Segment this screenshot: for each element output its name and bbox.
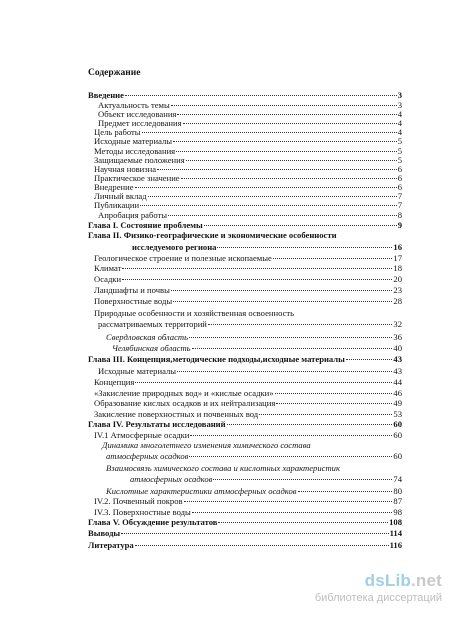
toc-entry <box>94 398 402 408</box>
toc-entry-page: 53 <box>393 409 402 419</box>
dot-leader <box>135 545 389 546</box>
dot-leader <box>125 95 397 96</box>
toc-entry-page: 60 <box>393 419 402 429</box>
dot-leader <box>204 225 397 226</box>
toc-entry-label: Климат <box>94 263 122 273</box>
toc-entry-page: 60 <box>393 430 402 440</box>
toc-entry-label: Ландшафты и почвы <box>94 285 170 295</box>
toc-entry-page: 74 <box>393 474 402 484</box>
toc-entry <box>94 430 402 440</box>
toc-entry-label: атмосферных осадков <box>106 451 189 461</box>
toc-entry-page: 4 <box>397 109 402 119</box>
toc-entry-page: 3 <box>397 100 402 110</box>
toc-entry-label: Челябинская область <box>112 343 191 353</box>
dot-leader <box>177 114 396 115</box>
toc-entry <box>94 308 402 318</box>
toc-entry-label: исследуемого региона <box>132 242 217 252</box>
toc-entry-label: Геологическое строение и полезные ископаемые <box>94 253 272 263</box>
watermark-subtitle: библиотека диссертаций <box>314 592 442 604</box>
toc-entry-label: Свердловская область <box>106 332 189 342</box>
toc-entry-page: 114 <box>389 528 402 538</box>
toc-entry-page: 7 <box>397 191 402 201</box>
toc-entry-page: 16 <box>393 242 402 252</box>
dot-leader <box>298 491 393 492</box>
dot-leader <box>122 279 392 280</box>
toc-entry <box>94 409 402 419</box>
dot-leader <box>173 301 392 302</box>
toc-entry-label: Глава IV. Результаты исследований <box>88 419 226 429</box>
dot-leader <box>213 479 392 480</box>
toc-entry <box>94 388 402 398</box>
toc-entry-label: Природные особенности и хозяйственная освоенность <box>94 308 295 318</box>
toc-entry-page: 108 <box>389 517 402 527</box>
toc-entry-label: Исходные материалы <box>94 136 173 146</box>
toc-entry <box>88 540 402 550</box>
toc-entry <box>94 496 402 506</box>
toc-entry-label: Исходные материалы <box>98 366 177 376</box>
dot-leader <box>121 533 388 534</box>
toc-entry-label: Глава V. Обсуждение результатов <box>88 517 218 527</box>
toc-entry-page: 40 <box>393 343 402 353</box>
dot-leader <box>189 337 392 338</box>
toc-entry-label: атмосферных осадков <box>130 474 213 484</box>
toc-entry <box>94 377 402 387</box>
toc-entry-page: 23 <box>393 285 402 295</box>
dot-leader <box>189 456 392 457</box>
toc-entry-page: 98 <box>393 507 402 517</box>
toc-entry <box>88 419 402 429</box>
dot-leader <box>181 178 397 179</box>
dot-leader <box>259 414 392 415</box>
toc-entry <box>88 220 402 230</box>
toc-entry-label: Поверхностные воды <box>94 296 173 306</box>
toc-entry <box>88 230 402 240</box>
toc-entry-page: 116 <box>389 540 402 550</box>
toc-entry <box>106 332 402 342</box>
toc-entry <box>94 136 402 146</box>
toc-entry-label: Апробация работы <box>98 210 168 220</box>
toc-entry-label: Закисление поверхностных и почвенных вод <box>94 409 259 419</box>
toc-entry-label: IV.2. Почвенный покров <box>94 496 183 506</box>
toc-entry <box>132 242 402 252</box>
toc-entry <box>106 463 402 473</box>
toc-entry <box>94 296 402 306</box>
toc-entry <box>94 263 402 273</box>
toc-entry-label: Предмет исследования <box>98 118 182 128</box>
toc-entry <box>98 210 402 220</box>
watermark <box>292 571 442 611</box>
dot-leader <box>122 268 392 269</box>
toc-entry-page: 18 <box>393 263 402 273</box>
toc-entry-label: «Закисление природных вод» и «кислые осадки» <box>94 388 274 398</box>
toc-entry-label: Глава II. Физико-географические и экономические особенности <box>88 230 337 240</box>
toc-entry-page: 32 <box>393 319 402 329</box>
toc-entry-page: 5 <box>397 155 402 165</box>
dot-leader <box>218 522 388 523</box>
toc-entry-label: Публикации <box>94 200 140 210</box>
dot-leader <box>168 215 397 216</box>
toc-entry-label: Взаимосвязь химического состава и кислотных характеристик <box>106 463 340 473</box>
dot-leader <box>186 160 397 161</box>
dot-leader <box>275 393 393 394</box>
toc-entry <box>88 528 402 538</box>
toc-entry <box>106 451 402 461</box>
toc-entry-label: Внедрение <box>94 182 134 192</box>
toc-entry-page: 28 <box>393 296 402 306</box>
toc-entry-page: 6 <box>397 182 402 192</box>
toc-entry-label: Актуальность темы <box>98 100 170 110</box>
dot-leader <box>171 105 397 106</box>
toc-entry <box>94 200 402 210</box>
toc-entry-label: Образование кислых осадков и их нейтрализация <box>94 398 276 408</box>
toc-entry-page: 43 <box>393 354 402 364</box>
toc-entry-page: 4 <box>397 118 402 128</box>
toc-entry <box>94 285 402 295</box>
toc-entry-label: Концепция <box>94 377 135 387</box>
dot-leader <box>135 187 397 188</box>
toc-entry-label: Введение <box>88 90 124 100</box>
toc-entry-label: Глава III. Концепция,методические подходы,исходные материалы <box>88 354 345 364</box>
toc-entry-page: 6 <box>397 173 402 183</box>
toc-entry-page: 80 <box>393 486 402 496</box>
toc-entry-page: 46 <box>393 388 402 398</box>
dot-leader <box>135 382 392 383</box>
toc-entry-page: 6 <box>397 164 402 174</box>
toc-entry-page: 87 <box>393 496 402 506</box>
toc-entry <box>98 366 402 376</box>
toc-entry-label: Методы исследования <box>94 146 176 156</box>
toc-entry <box>88 354 402 364</box>
toc-entry-label: Объект исследования <box>98 109 177 119</box>
toc-entry-label: Личный вклад <box>94 191 147 201</box>
toc-entry-label: Цель работы <box>94 127 141 137</box>
toc-entry-page: 5 <box>397 136 402 146</box>
toc-entry-page: 36 <box>393 332 402 342</box>
toc-entry-label: IV.1 Атмосферные осадки <box>94 430 190 440</box>
toc-entry <box>94 274 402 284</box>
toc-entry <box>130 474 402 484</box>
toc-entry <box>94 253 402 263</box>
toc-entry-page: 5 <box>397 146 402 156</box>
toc-entry-label: Защищаемые положения <box>94 155 185 165</box>
toc-entry-page: 44 <box>393 377 402 387</box>
toc-entry-page: 7 <box>397 200 402 210</box>
toc-entry-page: 49 <box>393 398 402 408</box>
watermark-logo: dsLib.net <box>364 571 442 590</box>
toc-entry-page: 9 <box>397 220 402 230</box>
dot-leader <box>346 359 393 360</box>
toc-entry-page: 17 <box>393 253 402 263</box>
dot-leader <box>148 196 397 197</box>
toc-entry <box>106 486 402 496</box>
toc-entry <box>88 517 402 527</box>
dot-leader <box>192 512 393 513</box>
dot-leader <box>173 141 397 142</box>
toc-entry-label: Научная новизна <box>94 164 157 174</box>
toc-entry-page: 3 <box>397 90 402 100</box>
dot-leader <box>176 151 397 152</box>
toc-entry-label: Глава I. Состояние проблемы <box>88 220 203 230</box>
toc-entry-page: 8 <box>397 210 402 220</box>
dot-leader <box>171 290 393 291</box>
dot-leader <box>140 205 397 206</box>
toc-entry-label: Кислотные характеристики атмосферных осадков <box>106 486 297 496</box>
dot-leader <box>227 424 393 425</box>
toc-entry-label: Практическое значение <box>94 173 180 183</box>
dot-leader <box>273 258 393 259</box>
dot-leader <box>183 123 397 124</box>
toc-entry <box>112 343 402 353</box>
toc-entry-label: Динамика многолетнего изменения химического состава <box>102 440 311 450</box>
dot-leader <box>177 371 392 372</box>
dot-leader <box>217 247 392 248</box>
dot-leader <box>190 435 392 436</box>
toc-entry-label: Выводы <box>88 528 121 538</box>
dot-leader <box>142 132 397 133</box>
toc-entry-label: Литература <box>88 540 134 550</box>
toc-entry-page: 60 <box>393 451 402 461</box>
toc-entry-page: 43 <box>393 366 402 376</box>
toc-title: Содержание <box>88 68 141 78</box>
dot-leader <box>157 169 397 170</box>
toc-entry <box>102 440 402 450</box>
toc-entry-label: рассматриваемых территорий <box>98 319 207 329</box>
toc-entry <box>88 90 402 100</box>
toc-entry <box>98 319 402 329</box>
dot-leader <box>208 324 393 325</box>
toc-entry-label: Осадки <box>94 274 122 284</box>
dot-leader <box>276 403 392 404</box>
dot-leader <box>184 501 393 502</box>
toc-entry-page: 4 <box>397 127 402 137</box>
toc-entry <box>94 507 402 517</box>
toc-entry-label: IV.3. Поверхностные воды <box>94 507 191 517</box>
dot-leader <box>192 348 393 349</box>
toc-entry-page: 20 <box>393 274 402 284</box>
